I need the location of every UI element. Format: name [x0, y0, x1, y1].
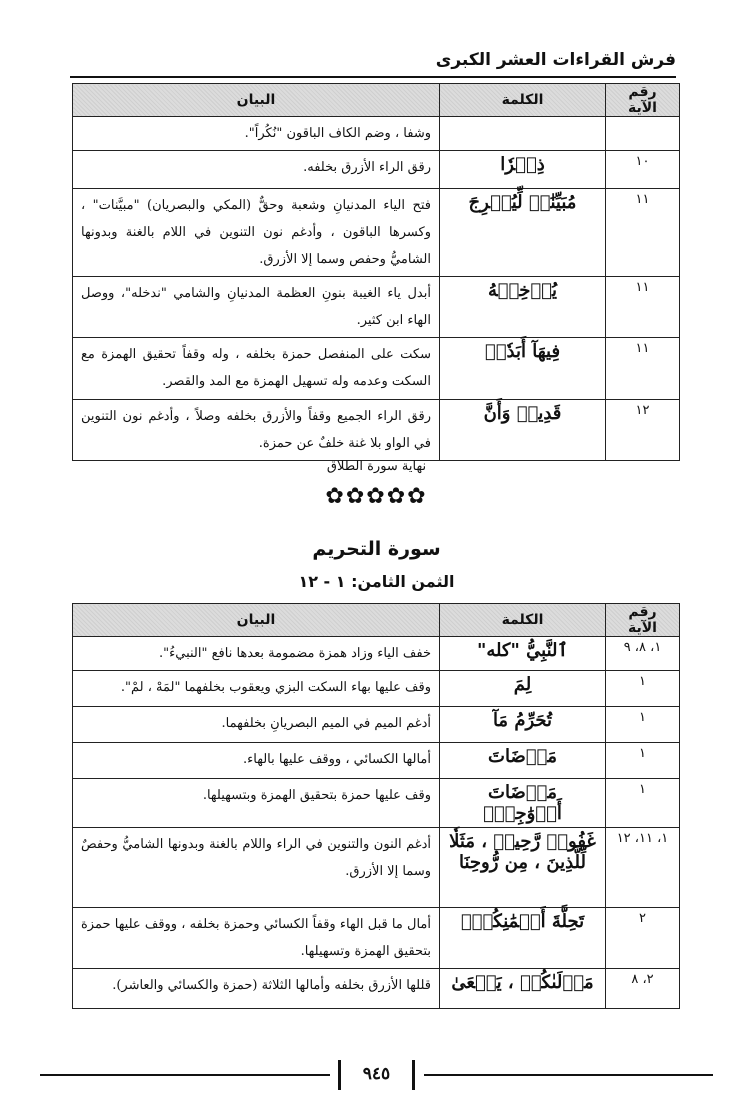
- explanation: خفف الياء وزاد همزة مضمومة بعدها نافع "النبيءُ".: [73, 637, 440, 671]
- header-explanation: البيان: [73, 84, 440, 117]
- explanation: أدغم النون والتنوين في الراء واللام بالغنة وبدونها الشاميُّ وحفصٌ وسما إلا الأزرق.: [73, 828, 440, 908]
- verse-number: ٢: [606, 908, 680, 969]
- table-row: [73, 779, 680, 828]
- table-row: [73, 671, 680, 707]
- quran-word: مُبَيِّنَٰتٖ لِّيُخۡرِجَ: [440, 189, 606, 277]
- quran-word: قَدِيرٞ وَأَنَّ: [440, 400, 606, 461]
- quran-word: فِيهَآ أَبَدٗاۖ: [440, 338, 606, 400]
- explanation: أدغم الميم في الميم البصريانِ بخلفهما.: [73, 707, 440, 743]
- quran-word: يُدۡخِلۡهُ: [440, 277, 606, 338]
- quran-word: تُحَرِّمُ مَآ: [440, 707, 606, 743]
- explanation: وشفا ، وضم الكاف الباقون "نُكُراً".: [73, 117, 440, 151]
- header-explanation: البيان: [73, 604, 440, 637]
- verse-number: ١١: [606, 277, 680, 338]
- table-header-row: [73, 604, 680, 637]
- table-row: [73, 969, 680, 1009]
- table-header-row: [73, 84, 680, 117]
- header-word: الكلمة: [440, 84, 606, 117]
- quran-word: ٱلنَّبِيُّ "كله": [440, 637, 606, 671]
- explanation: رقق الراء الجميع وقفاً والأزرق بخلفه وصلاً ، وأدغم نون التنوين في الواو بلا غنة خلفٌ عن حمزة.: [73, 400, 440, 461]
- table-row: [73, 151, 680, 189]
- table-row: [73, 277, 680, 338]
- quran-word: مَرۡضَاتَ أَزۡوَٰجِكَۚ: [440, 779, 606, 828]
- quran-word: ذِكۡرٗا: [440, 151, 606, 189]
- explanation: فتح الياء المدنيانِ وشعبة وحقٌّ (المكي والبصريان) "مبيَّنات" ، وكسرها الباقون ، وأدغم نون التنوين في اللام بالغنة وبدونها الشاميُّ وحفص وسما إلا الأزرق.: [73, 189, 440, 277]
- quran-word: مَوۡلَىٰكُمۡ ، يَسۡعَىٰ: [440, 969, 606, 1009]
- verse-number: ١: [606, 707, 680, 743]
- surah-end-note: نهاية سورة الطلاق: [326, 459, 427, 474]
- page-footer: [40, 1060, 713, 1090]
- verse-number: ١: [606, 779, 680, 828]
- quran-word: تَحِلَّةَ أَيۡمَٰنِكُمۡۚ: [440, 908, 606, 969]
- verse-number: ١: [606, 671, 680, 707]
- quran-word: لِمَ: [440, 671, 606, 707]
- verse-number: ١٠: [606, 151, 680, 189]
- verse-number: ١: [606, 743, 680, 779]
- verse-number: [606, 117, 680, 151]
- flower-ornament: ✿✿✿✿✿: [325, 484, 428, 509]
- table-row: [73, 707, 680, 743]
- table-row: [73, 400, 680, 461]
- page-header: [70, 46, 676, 78]
- table-row: [73, 908, 680, 969]
- footer-bar-right: [412, 1060, 415, 1090]
- verse-number: ١، ٨، ٩: [606, 637, 680, 671]
- table-row: [73, 637, 680, 671]
- explanation: سكت على المنفصل حمزة بخلفه ، وله وقفاً تحقيق الهمزة مع السكت وعدمه وله تسهيل الهمزة مع المد والقصر.: [73, 338, 440, 400]
- table-row: [73, 117, 680, 151]
- table-row: [73, 189, 680, 277]
- running-title: فرش القراءات العشر الكبرى: [435, 50, 676, 70]
- verse-number: ٢، ٨: [606, 969, 680, 1009]
- explanation: قللها الأزرق بخلفه وأمالها الثلاثة (حمزة والكسائي والعاشر).: [73, 969, 440, 1009]
- explanation: رقق الراء الأزرق بخلفه.: [73, 151, 440, 189]
- table-row: [73, 338, 680, 400]
- header-verse-number: رقم الآية: [606, 604, 680, 637]
- quran-word: غَفُورٞ رَّحِيمٞ ، مَثَلٗا لِّلَّذِينَ ، مِن رُّوحِنَا: [440, 828, 606, 908]
- explanation: وقف عليها بهاء السكت البزي ويعقوب بخلفهما "لمَهْ ، لمْ".: [73, 671, 440, 707]
- explanation: وقف عليها حمزة بتحقيق الهمزة وبتسهيلها.: [73, 779, 440, 828]
- surah-title: سورة التحريم: [312, 538, 441, 560]
- page-number: ٩٤٥: [362, 1064, 391, 1084]
- explanation: أبدل ياء الغيبة بنونِ العظمة المدنيانِ والشامي "ندخله"، ووصل الهاء ابن كثير.: [73, 277, 440, 338]
- header-verse-number: رقم الآية: [606, 84, 680, 117]
- verse-number: ١١: [606, 189, 680, 277]
- section-title: الثمن الثامن: ١ - ١٢: [298, 572, 455, 591]
- quran-word: مَرۡضَاتَ: [440, 743, 606, 779]
- readings-table-talaq: [72, 83, 680, 461]
- explanation: أمالها الكسائي ، ووقف عليها بالهاء.: [73, 743, 440, 779]
- table-row: [73, 828, 680, 908]
- verse-number: ١، ١١، ١٢: [606, 828, 680, 908]
- verse-number: ١١: [606, 338, 680, 400]
- readings-table-tahrim: [72, 603, 680, 1009]
- footer-rule-right: [424, 1074, 713, 1076]
- table-row: [73, 743, 680, 779]
- header-word: الكلمة: [440, 604, 606, 637]
- footer-rule-left: [40, 1074, 330, 1076]
- verse-number: ١٢: [606, 400, 680, 461]
- explanation: أمال ما قبل الهاء وقفاً الكسائي وحمزة بخلفه ، ووقف عليها حمزة بتحقيق الهمزة وتسهيلها.: [73, 908, 440, 969]
- quran-word: [440, 117, 606, 151]
